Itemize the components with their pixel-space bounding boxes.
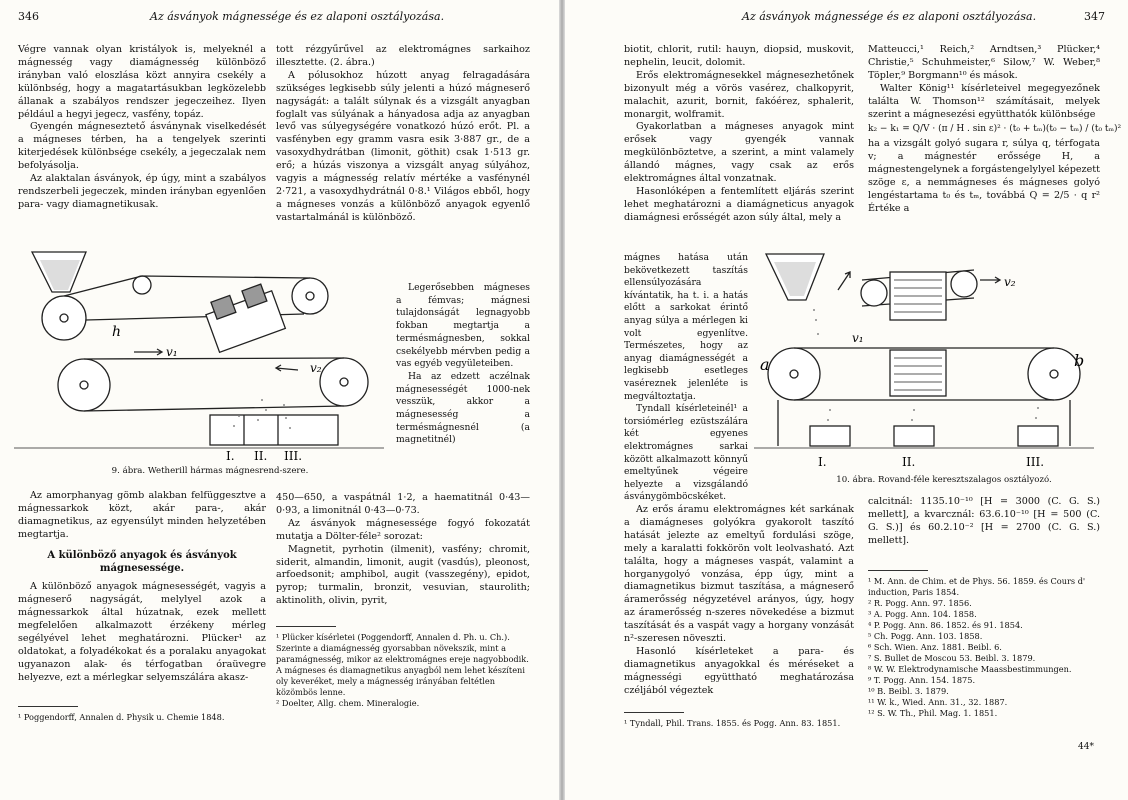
paragraph: Matteucci,¹ Reich,² Arndtsen,³ Plücker,⁴ Christie,⁵ Schuhmeister,⁶ Silow,⁷ W. Weber,⁸ Töpler,⁹ Borgmann¹⁰ és mások. (868, 44, 1100, 81)
label-b: b (1074, 351, 1085, 370)
formula: k₂ − k₁ = Q/V · (π / H . sin ε)² · (t₀ + tₘ)(t₀ − tₘ) / (t₀ tₘ)² (868, 124, 1122, 135)
paragraph: Magnetit, pyrhotin (ilmenit), vasfény; chromit, siderit, almandin, limonit, augit (vasdús), pleonost, arfoedsonit; amphibol, augit (vasszegény), epidot, pyrop; turmalin, bronzit, vesuvian, staurolith; aktinolith, olivin, pyrit, (276, 543, 530, 607)
paragraph: Az alaktalan ásványok, ép úgy, mint a szabályos rendszerbeli jegeczek, minden irányban egyenlően para- vagy diamagnetikusak. (18, 173, 266, 210)
right-col1-bottom (624, 504, 854, 698)
footnote: ¹ Poggendorff, Annalen d. Physik u. Chemie 1848. (18, 712, 225, 722)
paragraph: Erős elektromágnesekkel mágnesezhetőnek bizonyult még a vörös vasérez, chalkopyrit, malachit, azurit, bornit, fakóérez, sphalerit, monargit, wolframit. (624, 69, 854, 120)
label-v1: v₁ (166, 345, 178, 359)
paragraph: mágnes hatása után bekövetkezett taszítás ellensúlyozására kívántatik, ha t. i. a hatás előtt a sarkokat érintő anyag súlya a mérlegen ki volt egyenlítve. Természetes, hogy az anyag diamágnességét a legkisebb esetleges vaséreznek jelenléte is megváltoztatja. (624, 252, 748, 402)
footnote-rule (276, 626, 336, 627)
paragraph: Walter König¹¹ kísérleteivel megegyezőnek találta W. Thomson¹² számításait, melyek szerint a mágnesezési együtthatók különbsége (868, 82, 1100, 120)
bin-label-1: I. (226, 449, 235, 463)
bin-label-1: I. (818, 455, 827, 469)
paragraph: Tyndall kísérleteinél¹ a torsiómérleg ezüstszálára két egyenes elektromágnes sarkai között alkalmazott könnyű emeltyűnek végeire helyezte a vizsgálandó ásványgömböcskéket. (624, 403, 748, 503)
left-running-head: Az ásványok mágnessége és ez alaponi osztályozása. (150, 10, 445, 23)
paragraph: A különböző anyagok mágnesességét, vagyis a mágneserő nagyságát, melylyel azok a mágnessarkok által húzatnak, ezek mellett megfelelően alkalmazott érzékeny mérleg segélyével lehet meghatározni. Plücker¹ az oldatokat, a folyadékokat és a poralaku anyagokat ugyanazon alak- és térfogatban óraüvegre helyezve, ezt a mérlegkar selyemszálára akasz- (18, 581, 266, 683)
footnote-rule (868, 570, 928, 571)
left-footnotes-col2 (276, 632, 530, 709)
paragraph: Hasonlóképen a fentemlített eljárás szerint lehet meghatározni a diamágneticus anyagok diamágnesi erősségét azon súly által, mely a (624, 185, 854, 223)
paragraph: Az erős áramu elektromágnes két sarkának a diamágneses golyókra gyakorolt taszító hatását jelezte az emeltyű fordulási szöge, mely a karalatti fokkörön volt leolvasható. Azt találta, hogy a mágneses vaspát, valamint a horganygolyó vonzása, épp úgy, mint a diamagnetikus bizmut taszítása, a mágneserő áramerősség négyzetével arányos, úgy, hogy az áramerősség n-szeres növekedése a bizmut taszítását és a vaspát vagy a horgany vonzását n²-szeresen növeszti. (624, 504, 854, 645)
label-v1: v₁ (852, 331, 864, 345)
footnote: ¹ Plücker kísérletei (Poggendorff, Annalen d. Ph. u. Ch.). Szerinte a diamágnesség gyorsabban növekszik, mint a paramágnesség, mikor az elektromágnes ereje nagyobbodik. A mágneses és diamagnetikus anyagból nem lehet készíteni oly keveréket, mely a mágnesség irányában feltétlen közömbös lenne. (276, 632, 529, 697)
figure-10-caption: 10. ábra. Rovand-féle keresztszalagos osztályozó. (836, 475, 1052, 485)
footnote: ² R. Pogg. Ann. 97. 1856. (868, 598, 972, 608)
label-v2: v₂ (310, 361, 322, 375)
figure-10-rovand-separator (754, 250, 1104, 472)
left-col1-top (18, 44, 266, 212)
footnote: ¹⁰ B. Beibl. 3. 1879. (868, 686, 949, 696)
right-running-head: Az ásványok mágnessége és ez alaponi osztályozása. (742, 10, 1037, 23)
paragraph: Legerősebben mágneses a fémvas; mágnesi tulajdonságát legnagyobb fokban megtartja a termésmágnesben, sokkal csekélyebb mérvben pedig a vas egyéb vegyületeiben. (396, 282, 530, 370)
paragraph: calcitnál: 1135.10⁻¹⁰ [H = 3000 (C. G. S.) mellett], a kvarcznál: 63.6.10⁻¹⁰ [H = 500 (C. G. S.)] és 60.2.10⁻² [H = 2700 (C. G. S.) mellett]. (868, 496, 1100, 546)
paragraph: Gyakorlatban a mágneses anyagok mint erősek vagy gyengék vannak megkülönböztetve, a szerint, a mint valamely állandó mágnes, vagy csak az erős elektromágnes által vonzatnak. (624, 121, 854, 185)
figure-9-wetherill-separator (14, 240, 390, 465)
left-col2-narrow (396, 282, 530, 447)
right-col1-top (624, 44, 854, 225)
label-v2: v₂ (1004, 275, 1016, 289)
bin-label-3: III. (1026, 455, 1045, 469)
paragraph: A pólusokhoz húzott anyag felragadására szükséges legkisebb súly jelenti a húzó mágneserő nagyságát: a talált súlynak és a vizsgált anyagban foglalt vas súlyának a hányadosa adja az anyagban levő vas súlyegységére vonatkozó húzó erőt. Pl. a vasfényben egy gramm vasra esik 3·887 gr., de a vasoxydhydrátban (limonit, göthit) csak 1·513 gr. erő; a húzás viszonya a vizsgált anyag súlyához, vagyis a mágnesség relatív mértéke a vasfénynél 2·721, a vasoxydhydrátnál 0·8.¹ Világos ebből, hogy a mágneses vonzás a különböző anyagok egyenlő vastartalmánál is különböző. (276, 69, 530, 223)
footnote-rule (624, 712, 684, 713)
left-footnotes-col1 (18, 712, 266, 723)
paragraph: Az amorphanyag gömb alakban felfüggesztve a mágnessarkok közt, akár para-, akár diamagnetikus, az egyensúlyt minden helyzetében megtartja. (18, 490, 266, 540)
footnote: ⁹ T. Pogg. Ann. 154. 1875. (868, 675, 976, 685)
label-a: a (760, 355, 770, 374)
footnote: ¹² S. W. Th., Phil. Mag. 1. 1851. (868, 708, 998, 718)
footnote: ⁴ P. Pogg. Ann. 86. 1852. és 91. 1854. (868, 620, 1023, 630)
figure-9-caption: 9. ábra. Wetherill hármas mágnesrend-szere. (111, 466, 309, 476)
footnote: ¹ Tyndall, Phil. Trans. 1855. és Pogg. Ann. 83. 1851. (624, 718, 841, 728)
left-page (0, 0, 560, 800)
signature-mark: 44* (1078, 742, 1094, 752)
left-page-number: 346 (18, 10, 39, 23)
bin-label-2: II. (902, 455, 916, 469)
paragraph: Ha az edzett aczélnak mágnesességét 1000-nek vesszük, akkor a mágnesesség a termésmágnesnél (a magnetitnél) (396, 370, 530, 446)
paragraph: biotit, chlorit, rutil: hauyn, diopsid, muskovit, nephelin, leucit, dolomit. (624, 44, 854, 68)
footnote: ⁶ Sch. Wien. Anz. 1881. Beibl. 6. (868, 642, 1002, 652)
paragraph: 450—650, a vaspátnál 1·2, a haematitnál 0·43—0·93, a limonitnál 0·43—0·73. (276, 492, 530, 516)
label-h: h (112, 324, 122, 340)
right-col2-top (868, 44, 1122, 216)
footnote-rule (18, 706, 78, 707)
left-col2-top (276, 44, 530, 225)
right-footnotes-col1 (624, 718, 854, 729)
paragraph: Gyengén mágneseztető ásványnak viselkedését a mágneses térben, ha a tengelyek szerinti kiterjedések különbsége csekély, a jegeczalak nem befolyásolja. (18, 121, 266, 172)
paragraph: tott rézgyűrűvel az elektromágnes sarkaihoz illesztette. (2. ábra.) (276, 44, 530, 68)
section-title: A különböző anyagok és ásványok mágnesessége. (47, 549, 237, 574)
paragraph: Végre vannak olyan kristályok is, melyeknél a mágnesség vagy diamágnesség különböző irányban való eloszlása közt annyira csekély a különbség, hogy a magatartásukban legközelebb állanak a szabályos rendszer jegeczeihez. Ilyen például a hegyi jegecz, vasfény, topáz. (18, 44, 266, 120)
paragraph: Az ásványok mágnesessége fogyó fokozatát mutatja a Dölter-féle² sorozat: (276, 517, 530, 542)
paragraph: ha a vizsgált golyó sugara r, súlya q, térfogata v; a mágnestér erőssége H, a mágnestengelynek a forgástengelylyel képezett szöge ε, a nemmágneses és mágneses golyó lengéstartama t₀ és tₘ, továbbá Q = 2/5 · q r² Értéke a (868, 138, 1100, 214)
right-col2-bottom (868, 496, 1100, 548)
right-page (564, 0, 1128, 800)
paragraph: Hasonló kísérleteket a para- és diamagnetikus anyagokkal és méréseket a mágnességi együttható meghatározása czéljából végeztek (624, 645, 854, 696)
bin-label-2: II. (254, 449, 268, 463)
bin-label-3: III. (284, 449, 303, 463)
left-col1-bottom (18, 490, 266, 685)
right-footnotes-col2 (868, 576, 1100, 719)
footnote: ⁷ S. Bullet de Moscou 53. Beibl. 3. 1879. (868, 653, 1036, 663)
footnote: ³ A. Pogg. Ann. 104. 1858. (868, 609, 977, 619)
footnote: ⁵ Ch. Pogg. Ann. 103. 1858. (868, 631, 983, 641)
left-col2-bottom (276, 492, 530, 608)
footnote: ¹ M. Ann. de Chim. et de Phys. 56. 1859. és Cours d' induction, Paris 1854. (868, 576, 1086, 597)
footnote: ¹¹ W. k., Wied. Ann. 31., 32. 1887. (868, 697, 1008, 707)
footnote: ² Doelter, Allg. chem. Mineralogie. (276, 698, 420, 708)
footnote: ⁸ W. W. Elektrodynamische Maassbestimmungen. (868, 664, 1072, 674)
right-page-number: 347 (1084, 10, 1105, 23)
right-col1-narrow (624, 252, 748, 504)
